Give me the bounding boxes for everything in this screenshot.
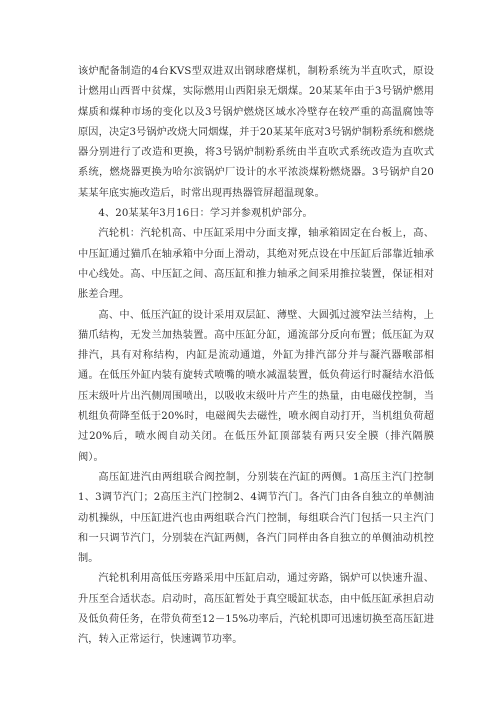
paragraph-cylinder-design: 高、中、低压汽缸的设计采用双层缸、薄壁、大圆弧过渡窄法兰结构，上猫爪结构，无发兰加热装置。高中压缸分缸，通流部分反向布置；低压缸为双排汽，具有对称结构，内缸是流动通道，外缸为排汽部分并与凝汽器喉部相通。在低压外缸内装有旋转式喷嘴的喷水减温装置，低负荷运行时凝结水沿低压末级叶片出汽侧周围喷出，以吸收末级叶片产生的热量，由电磁伐控制，当机组负荷降至低于20%时，电磁阀失去磁性，喷水阀自动打开，当机组负荷超过20%后，喷水阀自动关闭。在低压外缸顶部装有两只安全膜（排汽隔膜阀）。 xyxy=(78,309,434,463)
paragraph-visit-heading: 4、20某某年3月16日：学习并参观机炉部分。 xyxy=(98,208,313,220)
paragraph-boiler-pulverizer: 该炉配备制造的4台KVS型双进双出钢球磨煤机，制粉系统为半直吹式，原设计燃用山西晋中贫煤，实际燃用山西阳泉无烟煤。20某某年由于3号锅炉燃用煤质和煤种市场的变化以及3号锅炉燃烧区域水冷壁存在较严重的高温腐蚀等原因，决定3号锅炉改烧大同烟煤，并于20某某年底对3号锅炉制粉系统和燃烧器分别进行了改造和更换，将3号锅炉制粉系统由半直吹式系统改造为直吹式系统，燃烧器更换为哈尔滨锅炉厂设计的水平浓淡煤粉燃烧器。3号锅炉自20某某年底实施改造后，时常出现再热器管屏超温现象。 xyxy=(78,66,434,199)
paragraph-valve-control: 高压缸进汽由两组联合阀控制，分别装在汽缸的两侧。1高压主汽门控制1、3调节汽门；2高压主汽门控制2、4调节汽门。各汽门由各自独立的单侧油动机操纵，中压缸进汽也由两组联合汽门控制，每组联合汽门包括一只主汽门和一只调节汽门，分别装在汽缸两侧，各汽门同样由各自独立的单侧油动机控制。 xyxy=(78,471,434,565)
paragraph-startup-bypass: 汽轮机利用高低压旁路采用中压缸启动，通过旁路，锅炉可以快速升温、升压至合适状态。启动时，高压缸暂处于真空暖缸状态，由中低压缸承担启动及低负荷任务，在带负荷至12－15%功率后，汽轮机即可迅速切换至高压缸进汽，转入正常运行，快速调节功率。 xyxy=(78,573,434,646)
document-page xyxy=(78,62,434,651)
paragraph-turbine-support: 汽轮机：汽轮机高、中压缸采用中分面支撑，轴承箱固定在台板上，高、中压缸通过猫爪在轴承箱中分面上滑动，其绝对死点设在中压缸后部靠近轴承中心线处。高、中压缸之间、高压缸和推力轴承之间采用推拉装置，保证相对胀差合理。 xyxy=(78,228,434,301)
